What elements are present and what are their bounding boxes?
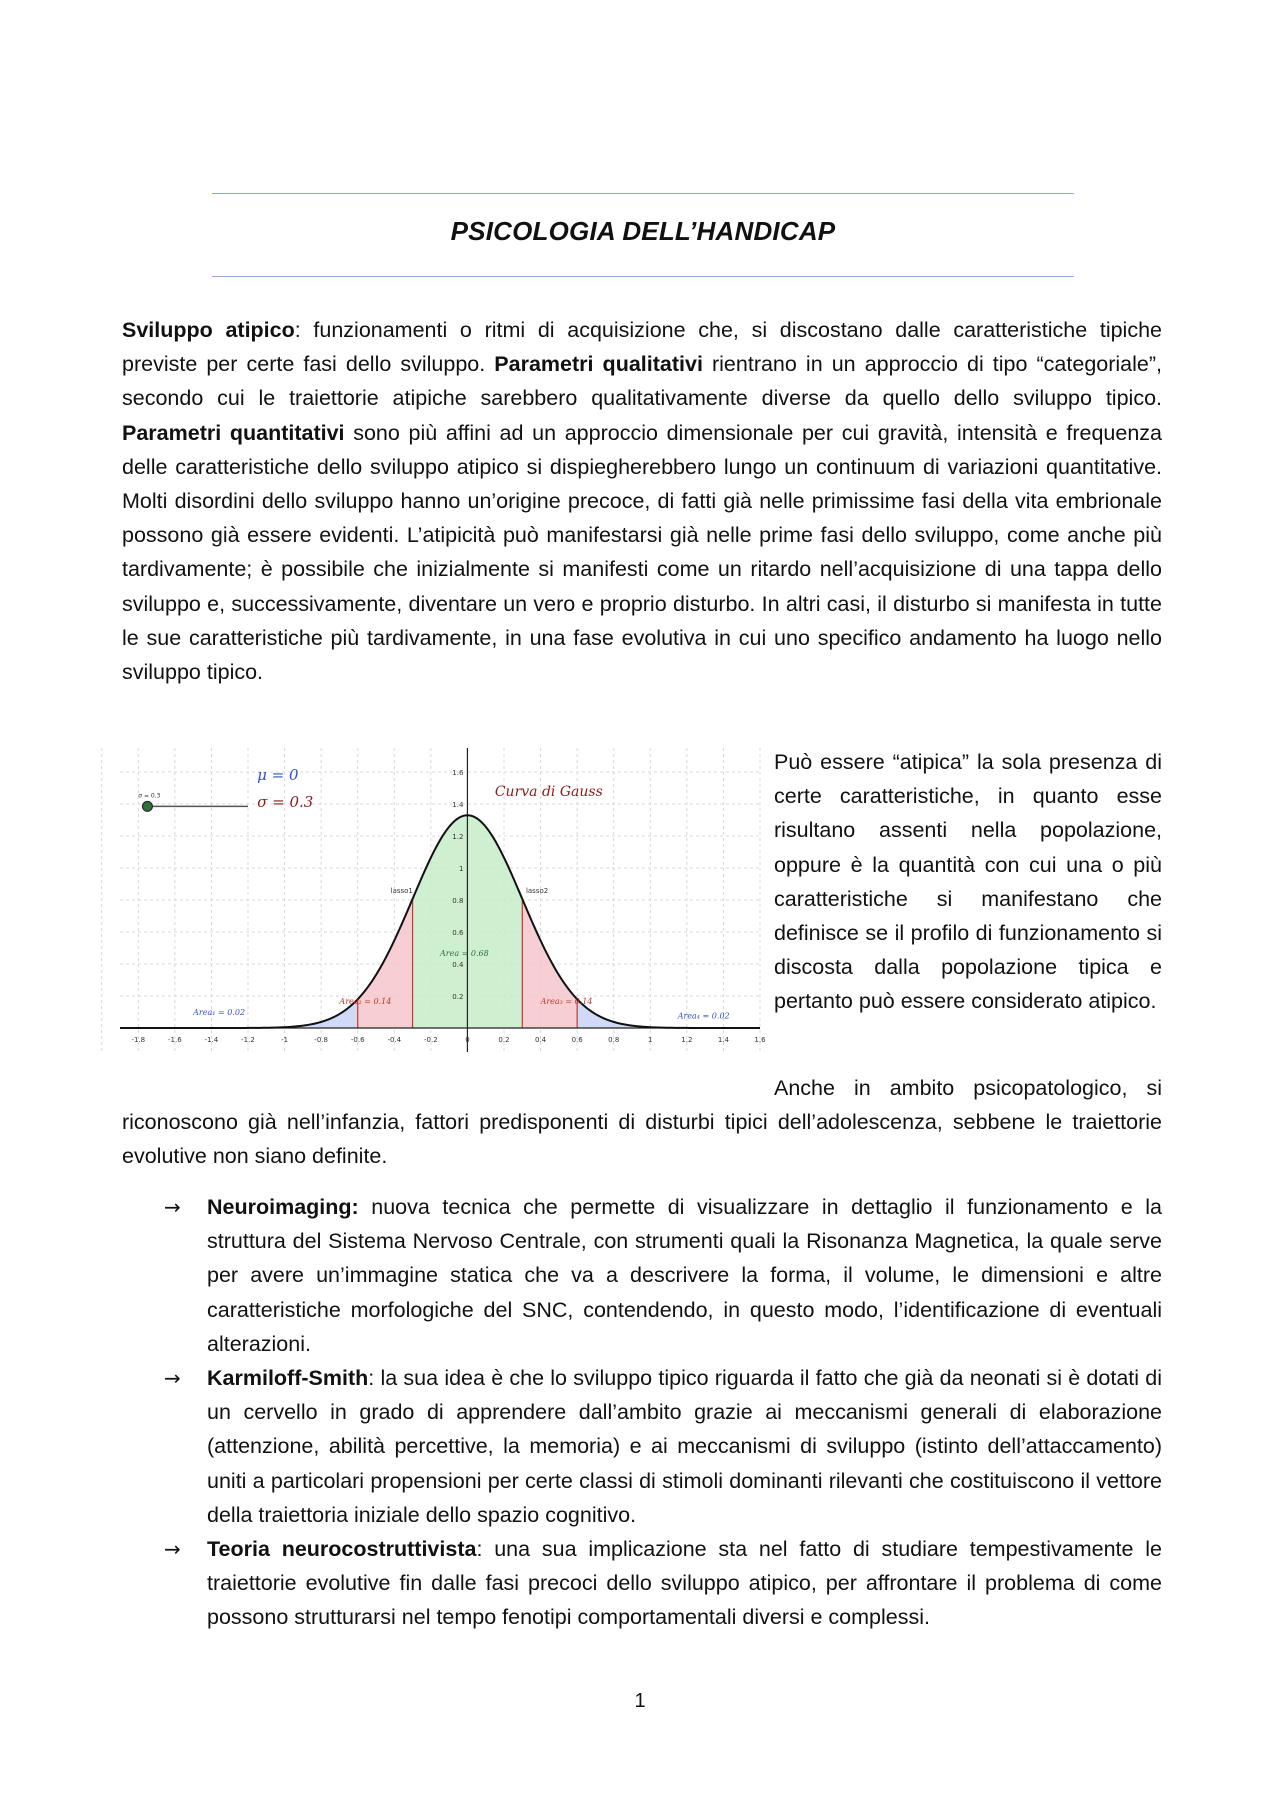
x-tick-label: 1.6 <box>754 1036 766 1044</box>
bullet-text: nuova tecnica che permette di visualizzare in dettaglio il funzionamento e la struttura del Sistema Nervoso Centrale, con strumenti quali la Risonanza Magnetica, la quale serve per avere un’immagine statica che va a descrivere la forma, il volume, le dimensioni e altre caratteristiche morfologiche del SNC, contendendo, in questo modo, l’identificazione di eventuali alterazioni. <box>207 1195 1162 1356</box>
page-title: PSICOLOGIA DELL’HANDICAP <box>450 216 836 246</box>
x-tick-label: -1.6 <box>168 1036 182 1044</box>
area-label: Area₁ = 0.02 <box>193 1008 246 1018</box>
x-tick-label: 0 <box>465 1036 470 1044</box>
term-parametri-quantitativi: Parametri quantitativi <box>122 420 345 445</box>
y-tick-label: 1.2 <box>452 833 464 841</box>
bullet-list <box>122 1190 1162 1635</box>
right-arrow-icon: → <box>164 1195 181 1219</box>
x-tick-label: 0.4 <box>535 1036 547 1044</box>
y-tick-label: 0.4 <box>452 961 464 969</box>
term-parametri-qualitativi: Parametri qualitativi <box>494 352 703 377</box>
title-rule-bottom <box>212 276 1074 277</box>
x-tick-label: 1.2 <box>681 1036 693 1044</box>
list-item <box>122 1361 1162 1532</box>
area-label: Area = 0.68 <box>440 949 489 958</box>
x-tick-label: 1 <box>648 1036 653 1044</box>
intro-text-1: : funzionamenti o ritmi di acquisizione che, si discostano dalle caratteristiche tipiche previste per certe fasi dello sviluppo. <box>122 318 1162 377</box>
sigma-label: σ = 0.3 <box>257 793 314 812</box>
sigma-slider-handle <box>142 801 152 811</box>
chart-title: Curva di Gauss <box>494 784 603 800</box>
segment-label: lasso1 <box>390 886 413 895</box>
intro-text-3: sono più affini ad un approccio dimensionale per cui gravità, intensità e frequenza delle caratteristiche dello sviluppo atipico si dispiegherebbero lungo un continuum di variazioni quantitative. Molti disordini dello sviluppo hanno un’origine precoce, di fatti già nelle primissime fasi della vita embrionale possono già essere evidenti. L’atipicità può manifestarsi già nelle prime fasi dello sviluppo, come anche più tardivamente; è possibile che inizialmente si manifesti come un ritardo nell’acquisizione di una tappa dello sviluppo e, successivamente, diventare un vero e proprio disturbo. In altri casi, il disturbo si manifesta in tutte le sue caratteristiche più tardivamente, in una fase evolutiva in cui uno specifico andamento ha luogo nello sviluppo tipico. <box>122 420 1163 685</box>
side-paragraph: Può essere “atipica” la sola presenza di certe caratteristiche, in quanto esse risultano assenti nella popolazione, oppure è la quantità con cui una o più caratteristiche si manifestano che definisce se il profilo di funzionamento si discosta dalla popolazione tipica e pertanto può essere considerato atipico. <box>774 750 1162 1014</box>
y-tick-label: 1.6 <box>452 769 464 777</box>
x-tick-label: -1 <box>281 1036 289 1044</box>
bullet-term: Karmiloff-Smith <box>207 1366 369 1391</box>
mu-label: μ = 0 <box>257 766 299 784</box>
bullet-text: : una sua implicazione sta nel fatto di studiare tempestivamente le traiettorie evolutive fin dalle fasi precoci dello sviluppo atipico, per affrontare il problema di come possono strutturarsi nel tempo fenotipi comportamentali diversi e complessi. <box>207 1537 1162 1630</box>
list-item <box>122 1190 1162 1361</box>
gauss-curve-figure <box>120 740 766 1080</box>
x-tick-label: -1.8 <box>131 1036 146 1044</box>
x-tick-label: -0.6 <box>350 1036 365 1044</box>
list-item <box>122 1532 1162 1635</box>
bullet-text: : la sua idea è che lo sviluppo tipico riguarda il fatto che già da neonati si è dotati di un cervello in grado di apprendere dall’ambito grazie ai meccanismi generali di elaborazione (attenzione, abilità percettive, la memoria) e ai meccanismi di sviluppo (istinto dell’attaccamento) uniti a particolari propensioni per certe classi di stimoli dominanti rilevanti che costituiscono il vettore della traiettoria iniziale dello spazio cognitivo. <box>207 1366 1162 1527</box>
y-tick-label: 0.6 <box>452 929 464 937</box>
x-tick-label: 1.4 <box>717 1036 729 1044</box>
slider-label: σ = 0.3 <box>138 792 161 800</box>
page-number: 1 <box>634 1690 646 1712</box>
x-tick-label: -1.2 <box>241 1036 255 1044</box>
intro-paragraph <box>122 313 1162 689</box>
x-tick-label: -0.8 <box>314 1036 328 1044</box>
area-label: Area₂ = 0.14 <box>339 997 392 1006</box>
x-tick-label: 0.6 <box>571 1036 583 1044</box>
y-tick-label: 1.4 <box>452 801 464 809</box>
x-tick-label: 0.2 <box>498 1036 510 1044</box>
title-rule-top <box>212 193 1074 194</box>
right-arrow-icon: → <box>164 1366 181 1391</box>
area-label: Area₄ = 0.02 <box>677 1011 730 1021</box>
y-tick-label: 0.8 <box>452 897 464 905</box>
x-tick-label: -0.4 <box>387 1036 402 1044</box>
x-tick-label: -0.2 <box>424 1036 438 1044</box>
y-tick-label: 1 <box>458 865 464 873</box>
psychopathology-paragraph: Anche in ambito psicopatologico, si riconoscono già nell’infanzia, fattori predisponenti di disturbi tipici dell’adolescenza, sebbene le traiettorie evolutive non siano definite. <box>122 1076 1162 1169</box>
right-arrow-icon: → <box>164 1537 181 1562</box>
intro-text-2: rientrano in un approccio di tipo “categoriale”, secondo cui le traiettorie atipiche sarebbero qualitativamente diverse da quello dello sviluppo tipico. <box>122 352 1162 411</box>
region-Area₄ <box>577 999 760 1028</box>
segment-label: lasso2 <box>525 886 549 895</box>
area-label: Area₃ = 0.14 <box>540 997 593 1006</box>
bullet-term: Neuroimaging: <box>207 1195 359 1219</box>
x-tick-label: -1.4 <box>204 1036 219 1044</box>
y-tick-label: 0.2 <box>452 993 464 1001</box>
x-tick-label: 0.8 <box>608 1036 620 1044</box>
gauss-chart-svg <box>120 740 766 1080</box>
bullet-term: Teoria neurocostruttivista <box>207 1537 477 1562</box>
term-sviluppo-atipico: Sviluppo atipico <box>122 318 295 342</box>
